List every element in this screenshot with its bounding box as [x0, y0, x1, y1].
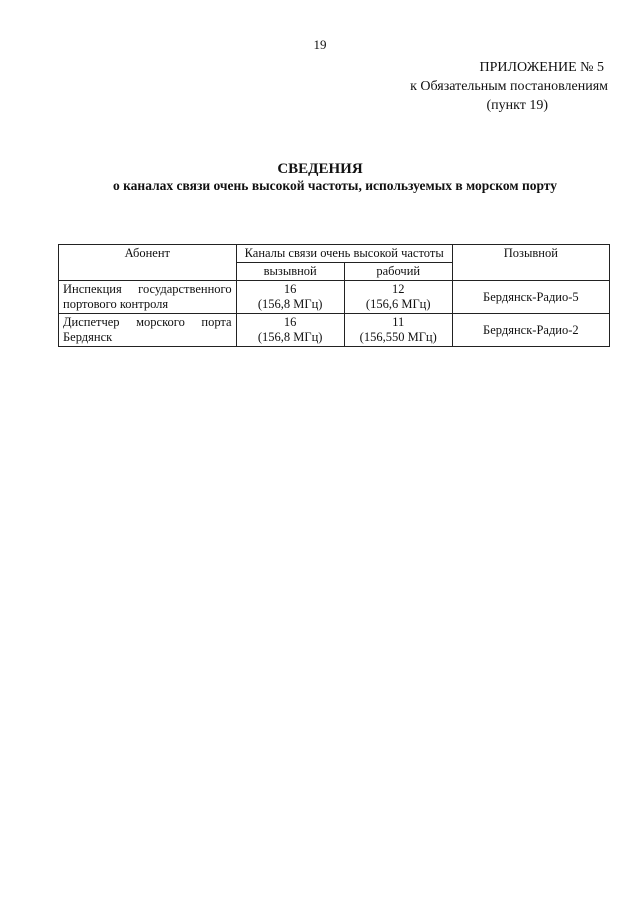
appendix-title: ПРИЛОЖЕНИЕ № 5 [479, 60, 604, 75]
cell-working [344, 314, 452, 347]
table-row [59, 314, 610, 347]
cell-subscriber [59, 281, 237, 314]
subscriber-line: Инспекция государственного [63, 282, 232, 296]
header-callsign: Позывной [452, 245, 609, 281]
cell-callsign: Бердянск-Радио-5 [452, 281, 609, 314]
cell-subscriber [59, 314, 237, 347]
appendix-block [308, 58, 608, 115]
document-subtitle: о каналах связи очень высокой частоты, используемых в морском порту [112, 178, 558, 193]
appendix-reference: к Обязательным постановлениям [410, 79, 608, 94]
cell-calling [236, 314, 344, 347]
subscriber-line: портового контроля [63, 297, 169, 311]
cell-working [344, 281, 452, 314]
channels-table [58, 244, 610, 347]
calling-channel: 16 [283, 282, 297, 296]
header-subscriber: Абонент [59, 245, 237, 281]
calling-frequency: (156,8 МГц) [257, 330, 323, 344]
subscriber-line: Бердянск [63, 330, 113, 344]
calling-channel: 16 [283, 315, 297, 329]
cell-callsign: Бердянск-Радио-2 [452, 314, 609, 347]
document-title: СВЕДЕНИЯ [277, 161, 363, 177]
header-working: рабочий [344, 263, 452, 281]
header-channels: Каналы связи очень высокой частоты [236, 245, 452, 263]
header-calling: вызывной [236, 263, 344, 281]
working-channel: 12 [391, 282, 405, 296]
table-row [59, 281, 610, 314]
working-frequency: (156,6 МГц) [365, 297, 431, 311]
working-channel: 11 [392, 315, 405, 329]
calling-frequency: (156,8 МГц) [257, 297, 323, 311]
page-number: 19 [313, 37, 327, 52]
subscriber-line: Диспетчер морского порта [63, 315, 232, 329]
table-header-row [59, 245, 610, 263]
working-frequency: (156,550 МГц) [359, 330, 437, 344]
appendix-clause: (пункт 19) [486, 98, 548, 113]
cell-calling [236, 281, 344, 314]
